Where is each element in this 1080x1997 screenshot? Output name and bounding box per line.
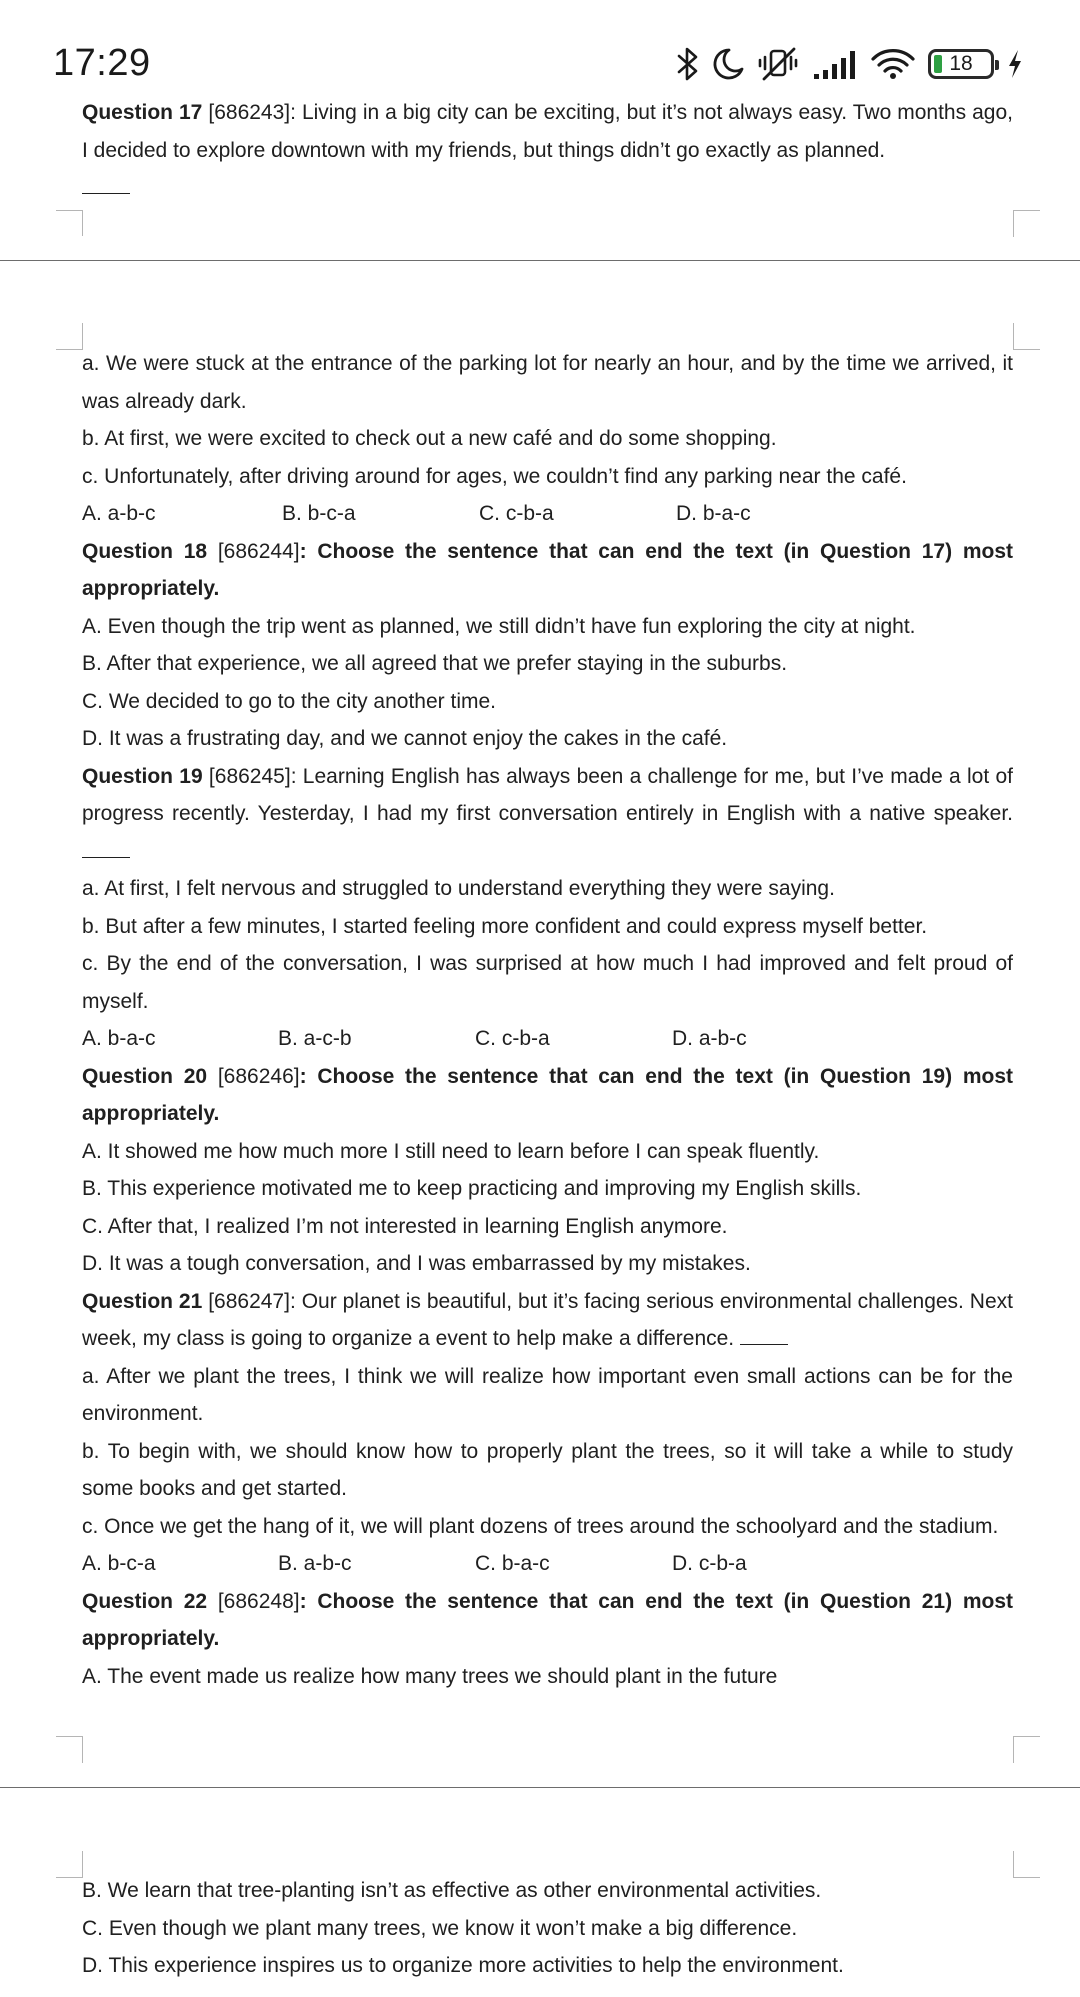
option-d: D. b-a-c <box>676 502 751 525</box>
question-number: Question 18 <box>82 539 208 563</box>
question-prompt: : Choose the sentence that can end the text (in Question 19) most appropriately. <box>82 1064 1013 1125</box>
answer-blank <box>82 837 130 858</box>
answer-blank <box>740 1324 788 1345</box>
q19-stem <box>82 758 1013 871</box>
question-number: Question 20 <box>82 1064 208 1088</box>
page1-content <box>82 94 1013 207</box>
list-item: b. But after a few minutes, I started feeling more confident and could express myself better. <box>82 914 928 938</box>
page3-content <box>82 1872 1013 1985</box>
q17-stem <box>82 94 1013 169</box>
list-item: c. Once we get the hang of it, we will plant dozens of trees around the schoolyard and the stadium. <box>82 1514 999 1538</box>
answer-blank <box>82 173 130 194</box>
q19-options <box>82 1020 1013 1058</box>
list-item: c. Unfortunately, after driving around for ages, we couldn’t find any parking near the café. <box>82 464 907 488</box>
question-number: Question 21 <box>82 1289 203 1313</box>
question-number: Question 19 <box>82 764 203 788</box>
question-text: : Learning English has always been a challenge for me, but I’ve made a lot of progress recently. Yesterday, I had my first conversation entirely in English with a native speaker. <box>82 764 1013 825</box>
question-prompt: : Choose the sentence that can end the text (in Question 21) most appropriately. <box>82 1589 1013 1650</box>
crop-mark <box>1013 1851 1040 1878</box>
question-text: : Our planet is beautiful, but it’s facing serious environmental challenges. Next week, my class is going to organize a event to help make a difference. <box>82 1289 1013 1350</box>
question-code: [686248] <box>207 1589 300 1613</box>
question-code: [686246] <box>207 1064 300 1088</box>
list-item: a. At first, I felt nervous and struggled to understand everything they were saying. <box>82 877 835 900</box>
vibrate-mute-icon <box>756 47 800 81</box>
question-prompt: : Choose the sentence that can end the text (in Question 17) most appropriately. <box>82 539 1013 600</box>
option-b: B. a-c-b <box>278 1027 352 1050</box>
list-item: D. It was a frustrating day, and we cannot enjoy the cakes in the café. <box>82 727 728 750</box>
moon-icon <box>712 47 744 81</box>
list-item: B. This experience motivated me to keep practicing and improving my English skills. <box>82 1177 862 1200</box>
question-text: : Living in a big city can be exciting, but it’s not always easy. Two months ago, I decided to explore downtown with my friends, but things didn’t go exactly as planned. <box>82 101 1013 162</box>
list-item: C. We decided to go to the city another time. <box>82 689 497 713</box>
crop-mark <box>56 1736 83 1763</box>
crop-mark <box>1013 1736 1040 1763</box>
list-item: D. This experience inspires us to organize more activities to help the environment. <box>82 1954 844 1977</box>
q21-stem <box>82 1283 1013 1358</box>
signal-icon <box>812 48 858 80</box>
q22-stem <box>82 1583 1013 1658</box>
list-item: A. Even though the trip went as planned, we still didn’t have fun exploring the city at night. <box>82 614 916 638</box>
battery-level: 18 <box>949 52 973 75</box>
list-item: B. After that experience, we all agreed that we prefer staying in the suburbs. <box>82 652 788 675</box>
page-separator <box>0 1787 1080 1788</box>
page2-content <box>82 345 1013 1695</box>
question-code: [686243] <box>202 101 291 124</box>
list-item: a. We were stuck at the entrance of the parking lot for nearly an hour, and by the time we arrived, it was already dark. <box>82 352 1013 413</box>
option-c: C. c-b-a <box>475 1027 550 1050</box>
wifi-icon <box>870 47 916 81</box>
crop-mark <box>56 210 82 211</box>
q17-options <box>82 495 1013 533</box>
option-c: C. b-a-c <box>475 1552 550 1575</box>
question-code: [686244] <box>207 539 300 563</box>
crop-mark <box>1013 323 1040 350</box>
crop-mark <box>56 1851 83 1878</box>
question-code: [686245] <box>202 764 291 788</box>
status-bar <box>0 0 1080 100</box>
option-b: B. a-b-c <box>278 1552 352 1575</box>
clock: 17:29 <box>53 42 151 84</box>
battery-tip <box>995 60 999 70</box>
list-item: A. It showed me how much more I still need to learn before I can speak fluently. <box>82 1139 820 1163</box>
crop-mark <box>56 210 83 236</box>
q21-options <box>82 1545 1013 1583</box>
list-item: C. Even though we plant many trees, we know it won’t make a big difference. <box>82 1916 798 1940</box>
bluetooth-icon <box>676 46 700 82</box>
q18-stem <box>82 533 1013 608</box>
option-d: D. c-b-a <box>672 1552 747 1575</box>
option-a: A. a-b-c <box>82 502 156 525</box>
option-a: A. b-a-c <box>82 1027 156 1050</box>
option-a: A. b-c-a <box>82 1552 156 1575</box>
charging-icon <box>1006 48 1024 80</box>
question-number: Question 22 <box>82 1589 208 1613</box>
question-code: [686247] <box>202 1289 290 1313</box>
list-item: A. The event made us realize how many trees we should plant in the future <box>82 1664 778 1688</box>
list-item: a. After we plant the trees, I think we will realize how important even small actions can be for the environment. <box>82 1364 1013 1425</box>
crop-mark <box>1013 210 1040 237</box>
list-item: B. We learn that tree-planting isn’t as effective as other environmental activities. <box>82 1879 822 1902</box>
list-item: b. At first, we were excited to check out a new café and do some shopping. <box>82 427 777 450</box>
list-item: C. After that, I realized I’m not interested in learning English anymore. <box>82 1214 728 1238</box>
option-c: C. c-b-a <box>479 502 554 525</box>
answer-blank-line <box>82 169 1013 207</box>
page-separator <box>0 260 1080 261</box>
option-d: D. a-b-c <box>672 1027 747 1050</box>
list-item: b. To begin with, we should know how to properly plant the trees, so it will take a while to study some books and get started. <box>82 1439 1013 1500</box>
option-b: B. b-c-a <box>282 502 356 525</box>
crop-mark <box>56 323 83 350</box>
question-number: Question 17 <box>82 101 203 124</box>
battery-icon <box>928 49 994 79</box>
q20-stem <box>82 1058 1013 1133</box>
list-item: D. It was a tough conversation, and I was embarrassed by my mistakes. <box>82 1252 751 1275</box>
status-icons <box>676 44 1024 84</box>
list-item: c. By the end of the conversation, I was surprised at how much I had improved and felt proud of myself. <box>82 952 1013 1013</box>
